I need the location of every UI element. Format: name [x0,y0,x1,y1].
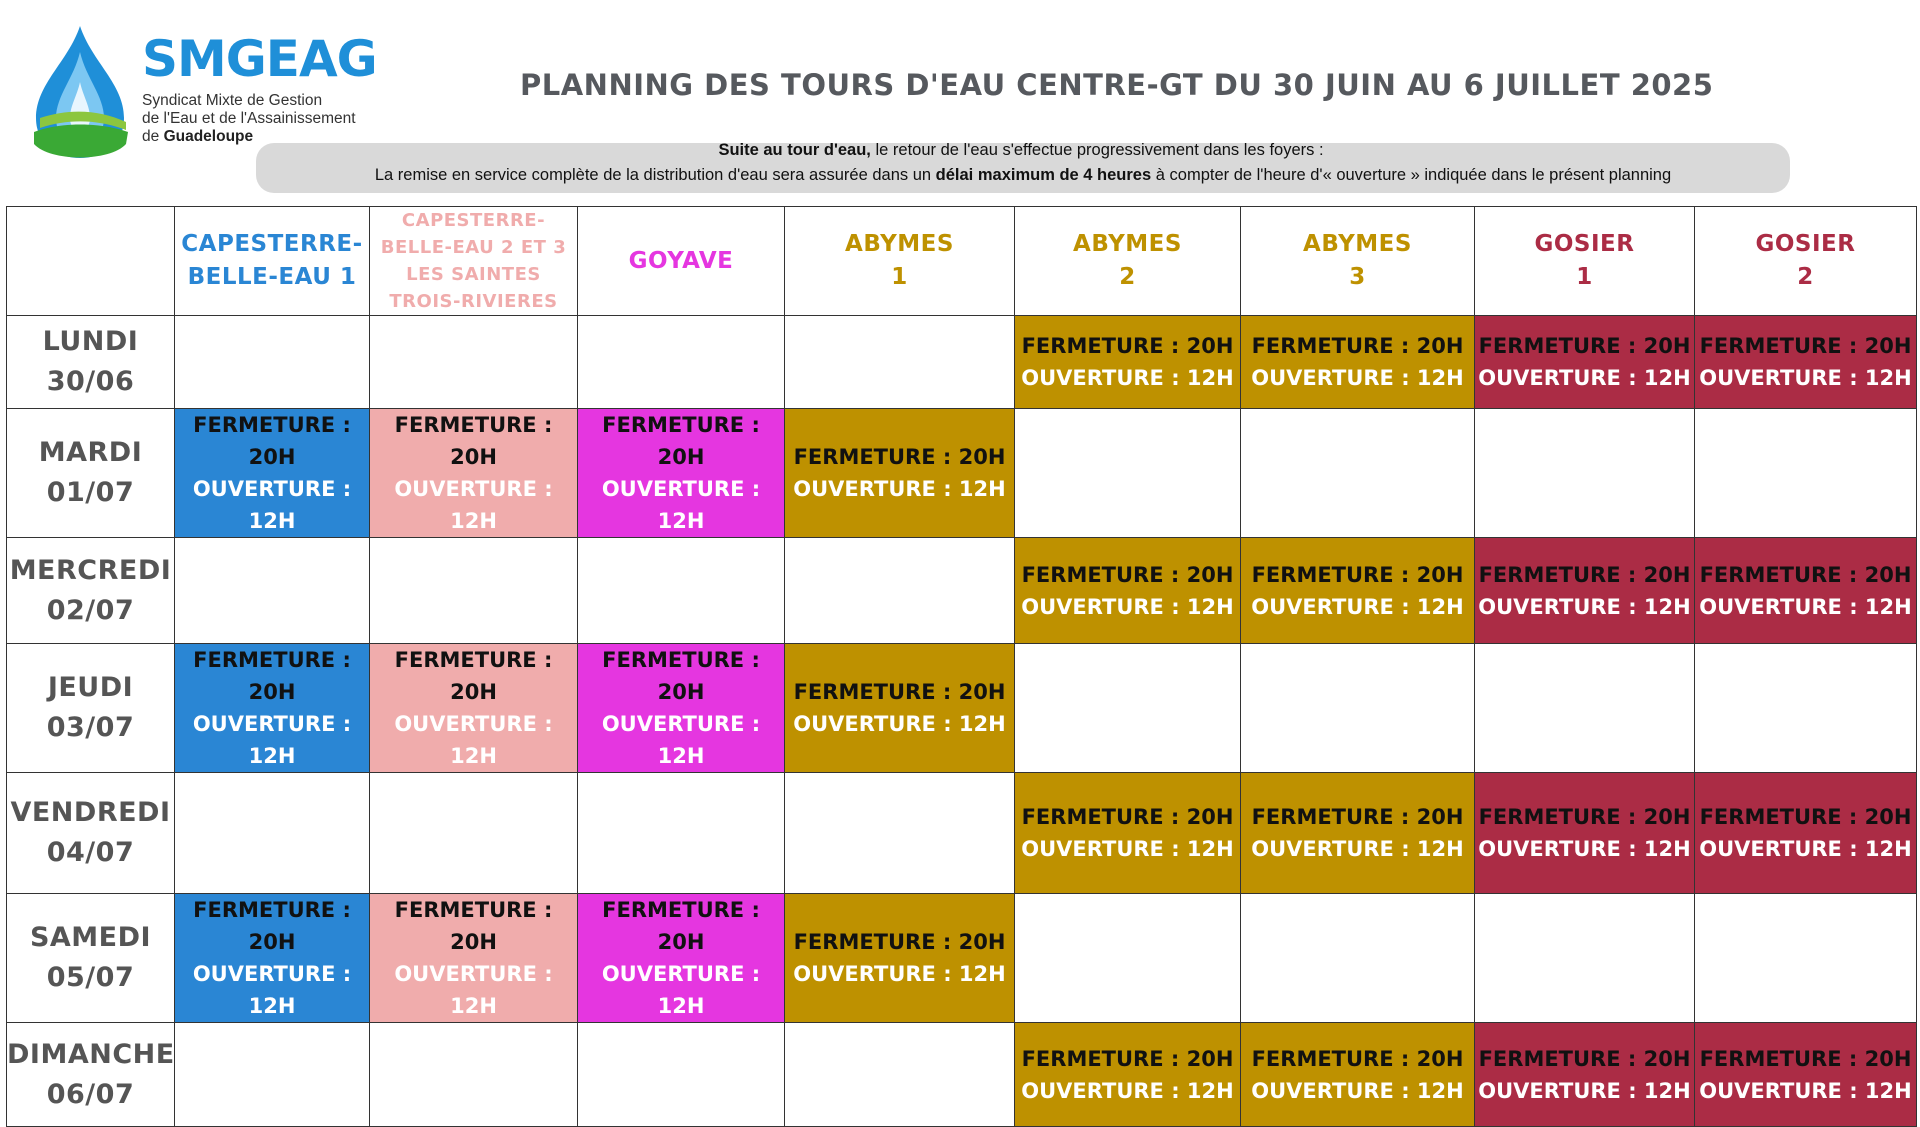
schedule-cell-active [1475,1023,1695,1127]
schedule-cell-empty [1241,894,1475,1023]
day-row [7,409,1917,538]
day-date: 03/07 [46,712,135,743]
schedule-cell-empty [370,538,578,644]
schedule-cell-empty [175,773,370,894]
schedule-cell-active [1015,316,1241,409]
opening-time: OUVERTURE : 12H [793,477,1006,501]
schedule-cell-empty [785,316,1015,409]
day-date: 02/07 [46,594,135,626]
day-row [7,773,1917,894]
closing-time: FERMETURE : 20H [793,445,1006,469]
schedule-cell-active [1241,538,1475,644]
schedule-cell-empty [1241,644,1475,773]
day-row [7,1023,1917,1127]
schedule-cell-active [578,409,785,538]
schedule-cell-active [1015,773,1241,894]
schedule-cell-active [1475,316,1695,409]
zone-label: CAPESTERRE- [401,210,546,231]
day-name: MARDI [38,437,143,468]
opening-time: OUVERTURE : 12H [394,712,553,768]
zone-header-gosier-2 [1695,207,1917,316]
opening-time: OUVERTURE : 12H [1699,837,1912,861]
zone-label: 1 [891,264,908,290]
schedule-cell-active [785,409,1015,538]
schedule-body [7,316,1917,1127]
opening-time: OUVERTURE : 12H [1251,594,1464,619]
opening-time: OUVERTURE : 12H [394,962,553,1018]
zone-label: TROIS-RIVIERES [389,291,558,312]
schedule-cell-active [1695,538,1917,644]
closing-time: FERMETURE : 20H [394,413,553,469]
table-corner [7,207,175,316]
closing-time: FERMETURE : 20H [394,648,553,704]
notice-text: La remise en service complète de la distribution d'eau sera assurée dans un [374,166,936,184]
zone-label: 1 [1576,264,1593,290]
day-label [7,894,175,1023]
opening-time: OUVERTURE : 12H [601,962,761,1018]
zone-header-capesterre-2-3 [370,207,578,316]
zone-label: BELLE-EAU 1 [187,264,357,290]
day-row [7,316,1917,409]
opening-time: OUVERTURE : 12H [1699,594,1912,619]
schedule-cell-active [1475,538,1695,644]
day-date: 05/07 [46,962,135,993]
schedule-table [6,206,1917,1127]
closing-time: FERMETURE : 20H [793,680,1006,704]
opening-time: OUVERTURE : 12H [601,712,761,768]
schedule-cell-empty [175,316,370,409]
zone-label: GOSIER [1755,231,1856,257]
schedule-cell-active [1241,773,1475,894]
schedule-cell-active [1695,316,1917,409]
closing-time: FERMETURE : 20H [1699,1046,1912,1071]
logo-title: SMGEAG [142,30,377,88]
closing-time: FERMETURE : 20H [1478,334,1691,358]
closing-time: FERMETURE : 20H [1021,334,1234,358]
closing-time: FERMETURE : 20H [394,898,553,954]
day-name: JEUDI [47,672,134,703]
schedule-cell-empty [1241,409,1475,538]
closing-time: FERMETURE : 20H [1251,1046,1464,1071]
opening-time: OUVERTURE : 12H [601,477,761,533]
schedule-cell-empty [175,1023,370,1127]
schedule-cell-empty [578,773,785,894]
closing-time: FERMETURE : 20H [1021,562,1234,587]
day-label [7,1023,175,1127]
closing-time: FERMETURE : 20H [1021,1046,1234,1071]
opening-time: OUVERTURE : 12H [1478,837,1691,861]
closing-time: FERMETURE : 20H [1478,562,1691,587]
zone-header-abymes-3 [1241,207,1475,316]
schedule-cell-active [785,894,1015,1023]
opening-time: OUVERTURE : 12H [793,962,1006,986]
opening-time: OUVERTURE : 12H [1021,1078,1234,1103]
closing-time: FERMETURE : 20H [1251,805,1464,829]
schedule-cell-active [370,644,578,773]
day-name: SAMEDI [29,922,152,953]
schedule-cell-active [1695,1023,1917,1127]
notice-text: à compter de l'heure d'« ouverture » indiquée dans le présent planning [1151,166,1672,184]
logo-subtitle-line: Syndicat Mixte de Gestion [142,92,323,109]
day-name: MERCREDI [9,554,172,586]
day-label [7,316,175,409]
schedule-cell-active [175,644,370,773]
closing-time: FERMETURE : 20H [602,898,760,954]
zone-header-abymes-2 [1015,207,1241,316]
schedule-cell-active [578,644,785,773]
notice-line-1 [256,141,1786,160]
day-row [7,894,1917,1023]
zone-label: GOYAVE [628,247,734,274]
closing-time: FERMETURE : 20H [602,413,760,469]
schedule-cell-empty [175,538,370,644]
day-name: VENDREDI [10,797,171,828]
opening-time: OUVERTURE : 12H [1021,366,1234,390]
closing-time: FERMETURE : 20H [602,648,760,704]
schedule-cell-empty [370,316,578,409]
opening-time: OUVERTURE : 12H [192,477,352,533]
closing-time: FERMETURE : 20H [1251,562,1464,587]
opening-time: OUVERTURE : 12H [1021,837,1234,861]
logo-subtitle [142,92,402,146]
page-title: PLANNING DES TOURS D'EAU CENTRE-GT DU 30 JUIN AU 6 JUILLET 2025 [520,68,1714,102]
closing-time: FERMETURE : 20H [193,898,351,954]
day-name: DIMANCHE [7,1038,175,1070]
notice-text: le retour de l'eau s'effectue progressivement dans les foyers : [870,141,1324,159]
day-name: LUNDI [42,326,139,357]
schedule-cell-active [785,644,1015,773]
opening-time: OUVERTURE : 12H [1478,1078,1691,1103]
day-label [7,644,175,773]
opening-time: OUVERTURE : 12H [1478,594,1691,619]
logo-subtitle-region: Guadeloupe [163,128,254,145]
zone-label: GOSIER [1534,231,1635,257]
zone-label: ABYMES [1073,231,1182,257]
opening-time: OUVERTURE : 12H [1021,594,1234,619]
water-drop-icon [30,22,130,162]
schedule-cell-empty [1475,409,1695,538]
schedule-cell-active [370,894,578,1023]
opening-time: OUVERTURE : 12H [1699,366,1912,390]
closing-time: FERMETURE : 20H [1699,805,1912,829]
opening-time: OUVERTURE : 12H [192,712,352,768]
zone-header-abymes-1 [785,207,1015,316]
schedule-cell-active [1015,1023,1241,1127]
day-label [7,409,175,538]
closing-time: FERMETURE : 20H [193,648,351,704]
schedule-cell-empty [1695,894,1917,1023]
closing-time: FERMETURE : 20H [1478,805,1691,829]
opening-time: OUVERTURE : 12H [1251,1078,1464,1103]
schedule-cell-empty [370,773,578,894]
zone-header-capesterre-1 [175,207,370,316]
closing-time: FERMETURE : 20H [1699,334,1912,358]
schedule-cell-empty [1015,644,1241,773]
schedule-cell-empty [1475,894,1695,1023]
schedule-cell-active [1241,1023,1475,1127]
schedule-cell-empty [1695,409,1917,538]
closing-time: FERMETURE : 20H [1699,562,1912,587]
schedule-cell-empty [785,538,1015,644]
schedule-cell-active [1015,538,1241,644]
notice-bold: Suite au tour d'eau, [718,141,871,159]
opening-time: OUVERTURE : 12H [1251,837,1464,861]
opening-time: OUVERTURE : 12H [1251,366,1464,390]
logo-subtitle-prefix: de [142,128,164,145]
schedule-cell-empty [578,538,785,644]
schedule-cell-active [370,409,578,538]
opening-time: OUVERTURE : 12H [1699,1078,1912,1103]
opening-time: OUVERTURE : 12H [394,477,553,533]
opening-time: OUVERTURE : 12H [793,712,1006,736]
zone-header-row [7,207,1917,316]
closing-time: FERMETURE : 20H [1021,805,1234,829]
closing-time: FERMETURE : 20H [193,413,351,469]
zone-label: CAPESTERRE- [181,231,363,257]
schedule-cell-empty [1475,644,1695,773]
day-label [7,773,175,894]
day-date: 04/07 [46,837,135,868]
zone-label: 2 [1119,264,1136,290]
schedule-cell-active [1241,316,1475,409]
notice-bold: délai maximum de 4 heures [935,166,1152,184]
zone-label: BELLE-EAU 2 ET 3 [380,237,567,258]
day-row [7,644,1917,773]
schedule-cell-active [578,894,785,1023]
schedule-cell-empty [1015,894,1241,1023]
schedule-cell-empty [578,1023,785,1127]
day-date: 06/07 [46,1078,135,1110]
schedule-cell-empty [1695,644,1917,773]
day-date: 30/06 [46,366,135,397]
schedule-cell-active [175,894,370,1023]
opening-time: OUVERTURE : 12H [192,962,352,1018]
closing-time: FERMETURE : 20H [793,930,1006,954]
schedule-cell-active [175,409,370,538]
schedule-cell-active [1695,773,1917,894]
schedule-cell-empty [1015,409,1241,538]
zone-header-gosier-1 [1475,207,1695,316]
notice-line-2 [256,166,1790,185]
day-row [7,538,1917,644]
day-label [7,538,175,644]
zone-label: 2 [1797,264,1814,290]
opening-time: OUVERTURE : 12H [1478,366,1691,390]
day-date: 01/07 [46,477,135,508]
schedule-cell-empty [785,1023,1015,1127]
closing-time: FERMETURE : 20H [1251,334,1464,358]
zone-label: ABYMES [845,231,954,257]
zone-label: LES SAINTES [406,264,541,285]
schedule-cell-empty [370,1023,578,1127]
schedule-cell-empty [578,316,785,409]
zone-label: 3 [1349,264,1366,290]
schedule-cell-active [1475,773,1695,894]
logo-subtitle-line: de l'Eau et de l'Assainissement [142,110,356,127]
closing-time: FERMETURE : 20H [1478,1046,1691,1071]
zone-label: ABYMES [1303,231,1412,257]
zone-header-goyave [578,207,785,316]
schedule-cell-empty [785,773,1015,894]
